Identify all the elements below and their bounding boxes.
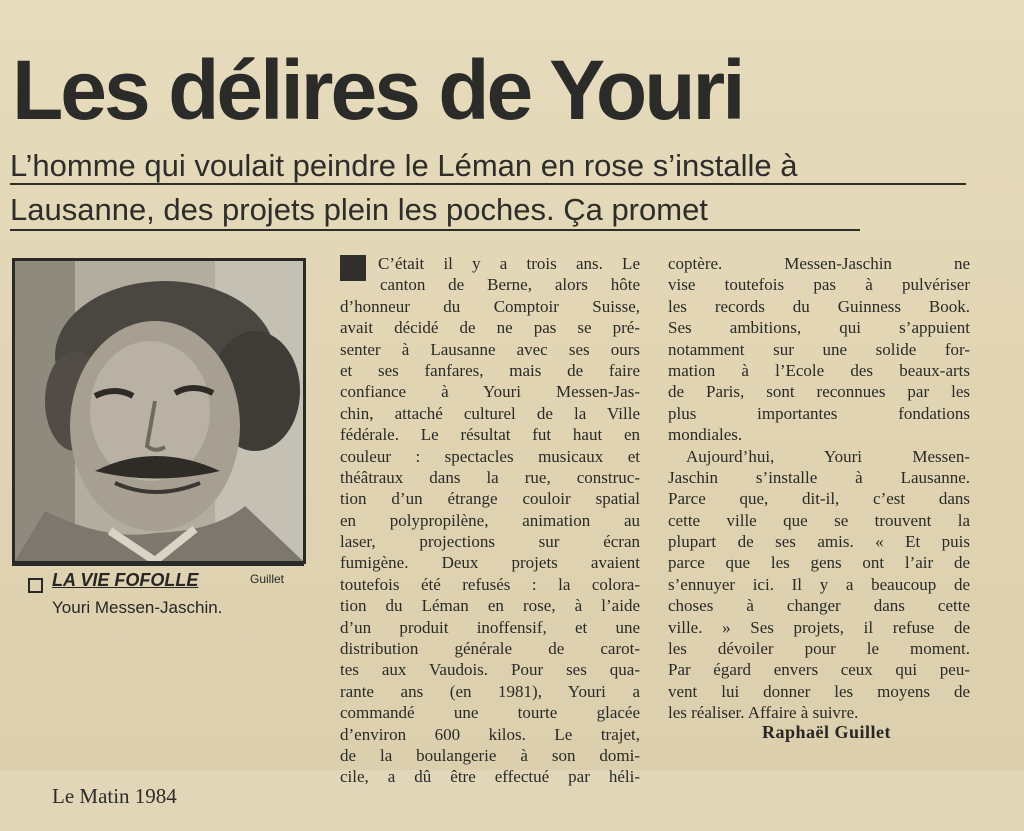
article-line: mondiales. <box>668 425 743 445</box>
article-line: rante ans (en 1981), Youri a <box>340 681 640 701</box>
article-line: senter à Lausanne avec ses ours <box>340 339 640 359</box>
article-line: notamment sur une solide for- <box>668 339 970 359</box>
article-column-2 <box>668 253 970 724</box>
article-line: cile, a dû être effectué par héli- <box>340 767 640 787</box>
article-line: plus importantes fondations <box>668 403 970 423</box>
article-line-text: C’était il y a trois ans. Le <box>378 254 640 273</box>
article-line: Par égard envers ceux qui peu- <box>668 660 970 680</box>
article-line: en polypropilène, animation au <box>340 510 640 530</box>
article-line: coptère. Messen-Jaschin ne <box>668 254 970 273</box>
article-line: Jaschin s’installe à Lausanne. <box>668 467 970 487</box>
article-line: tion du Léman en rose, à l’aide <box>340 596 640 616</box>
article-line: d’environ 600 kilos. Le trajet, <box>340 724 640 744</box>
article-line: couleur : spectacles musicaux et <box>340 446 640 466</box>
portrait-photo <box>12 258 306 564</box>
article-line: toutefois été refusés : la colora- <box>340 574 640 594</box>
article-line: fédérale. Le résultat fut haut en <box>340 425 640 445</box>
article-line: vent lui donner les moyens de <box>668 681 970 701</box>
article-line: choses à changer dans cette <box>668 596 970 616</box>
photo-rule <box>12 563 304 566</box>
article-line: cette ville que se trouvent la <box>668 510 970 530</box>
article-line: canton de Berne, alors hôte <box>380 275 640 295</box>
article-line: tes aux Vaudois. Pour ses qua- <box>340 660 640 680</box>
article-line: laser, projections sur écran <box>340 532 640 552</box>
photo-credit: Guillet <box>250 572 285 586</box>
article-line: Aujourd’hui, Youri Messen- <box>686 446 970 466</box>
article-line: vise toutefois pas à pulvériser <box>668 275 970 295</box>
article-line: chin, attaché culturel de la Ville <box>340 403 640 423</box>
deck-rule-2 <box>10 229 860 231</box>
article-line: Parce que, dit-il, c’est dans <box>668 489 970 509</box>
article-line: et ses fanfares, mais de faire <box>340 360 640 380</box>
article-line: théâtraux dans la rue, construc- <box>340 467 640 487</box>
article-line: d’un produit inoffensif, et une <box>340 617 640 637</box>
article-line: ville. » Ses projets, il refuse de <box>668 617 970 637</box>
article-line: parce que les gens ont l’air de <box>668 553 970 573</box>
deck-line-2: Lausanne, des projets plein les poches. Ça promet <box>10 192 708 227</box>
article-line: de la boulangerie à son domi- <box>340 745 640 765</box>
deck-line-1: L’homme qui voulait peindre le Léman en rose s’installe à <box>10 148 798 183</box>
source-label: Le Matin 1984 <box>52 784 177 808</box>
headline: Les délires de Youri <box>12 43 743 137</box>
article-line: s’ennuyer ici. Il y a beaucoup de <box>668 574 970 594</box>
article-line: tion d’un étrange couloir spatial <box>340 489 640 509</box>
article-line: Ses ambitions, qui s’appuient <box>668 318 970 338</box>
article-line <box>340 253 640 274</box>
article-line: confiance à Youri Messen-Jas- <box>340 382 640 402</box>
caption-title: LA VIE FOFOLLE <box>52 570 199 590</box>
article-line: les réaliser. Affaire à suivre. <box>668 703 859 723</box>
article-line: fumigène. Deux projets avaient <box>340 553 640 573</box>
drop-square-icon <box>340 255 366 281</box>
article-line: distribution générale de carot- <box>340 639 640 659</box>
author-signature: Raphaël Guillet <box>762 722 892 742</box>
article-line: avait décidé de ne pas se pré- <box>340 318 640 338</box>
article-line: les dévoiler pour le moment. <box>668 639 970 659</box>
article-line: plupart de ses amis. « Et puis <box>668 532 970 552</box>
caption-box-icon <box>28 578 43 593</box>
article-line: mation à l’Ecole des beaux-arts <box>668 360 970 380</box>
article-column-1 <box>340 253 640 788</box>
caption-name: Youri Messen-Jaschin. <box>52 598 223 617</box>
article-line: d’honneur du Comptoir Suisse, <box>340 296 640 316</box>
article-line: les records du Guinness Book. <box>668 296 970 316</box>
deck-rule-1 <box>10 183 966 185</box>
article-line: commandé une tourte glacée <box>340 703 640 723</box>
article-line: de Paris, sont reconnues par les <box>668 382 970 402</box>
